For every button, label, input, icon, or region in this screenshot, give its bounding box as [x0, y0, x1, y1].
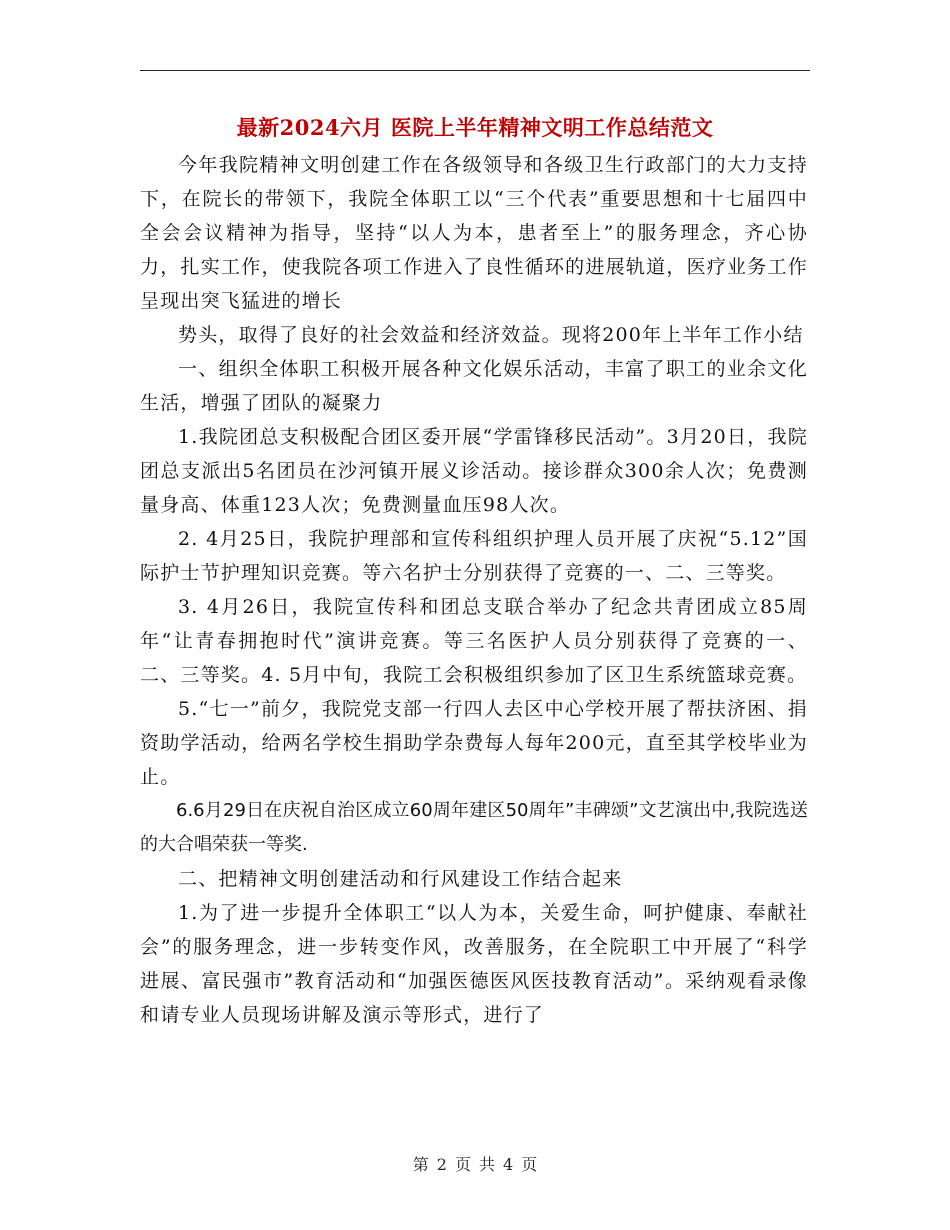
- section-heading-1: 一、组织全体职工积极开展各种文化娱乐活动，丰富了职工的业余文化生活，增强了团队的凝聚力: [140, 358, 808, 414]
- page-footer: [0, 1152, 950, 1175]
- paragraph-intro-cont: 势头，取得了良好的社会效益和经济效益。现将200年上半年工作小结: [178, 324, 804, 346]
- footer-total-unit: 页: [521, 1155, 538, 1174]
- header-rule: [140, 70, 810, 71]
- section-heading-2: 二、把精神文明创建活动和行风建设工作结合起来: [178, 868, 623, 890]
- list-item-1: 1.我院团总支积极配合团区委开展“学雷锋移民活动”。3月20日，我院团总支派出5名团员在沙河镇开展义诊活动。接诊群众300余人次；免费测量身高、体重123人次；免费测量血压98人次。: [140, 426, 808, 516]
- list-item-6: 6.6月29日在庆祝自治区成立60周年建区50周年”丰碑颂”文艺演出中,我院选送的大合唱荣获一等奖.: [140, 800, 808, 855]
- list-item-3: 3. 4月26日，我院宣传科和团总支联合举办了纪念共青团成立85周年“让青春拥抱时代”演讲竞赛。等三名医护人员分别获得了竞赛的一、二、三等奖。4. 5月中旬，我院工会积极组织参加了区卫生系统篮球竞赛。: [140, 596, 808, 686]
- document-title: 最新2024六月 医院上半年精神文明工作总结范文: [236, 115, 714, 140]
- list-item-2-1: 1.为了进一步提升全体职工“以人为本，关爱生命，呵护健康、奉献社会”的服务理念，进一步转变作风，改善服务，在全院职工中开展了“科学进展、富民强市”教育活动和“加强医德医风医技教育活动”。采纳观看录像和请专业人员现场讲解及演示等形式，进行了: [140, 902, 808, 1026]
- paragraph-intro: 今年我院精神文明创建工作在各级领导和各级卫生行政部门的大力支持下，在院长的带领下，我院全体职工以“三个代表”重要思想和十七届四中全会会议精神为指导，坚持“以人为本，患者至上”的服务理念，齐心协力，扎实工作，使我院各项工作进入了良性循环的进展轨道，医疗业务工作呈现出突飞猛进的增长: [140, 154, 808, 312]
- footer-prefix: 第: [412, 1155, 429, 1174]
- footer-page-number: 2: [436, 1155, 447, 1174]
- document-body: [140, 148, 808, 1032]
- list-item-5: 5.“七一”前夕，我院党支部一行四人去区中心学校开展了帮扶济困、捐资助学活动，给两名学校生捐助学杂费每人每年200元，直至其学校毕业为止。: [140, 698, 808, 788]
- footer-total-prefix: 共: [479, 1155, 496, 1174]
- footer-page-unit: 页: [454, 1155, 471, 1174]
- list-item-2: 2. 4月25日，我院护理部和宣传科组织护理人员开展了庆祝“5.12”国际护士节护理知识竞赛。等六名护士分别获得了竞赛的一、二、三等奖。: [140, 528, 808, 584]
- footer-total-pages: 4: [503, 1155, 514, 1174]
